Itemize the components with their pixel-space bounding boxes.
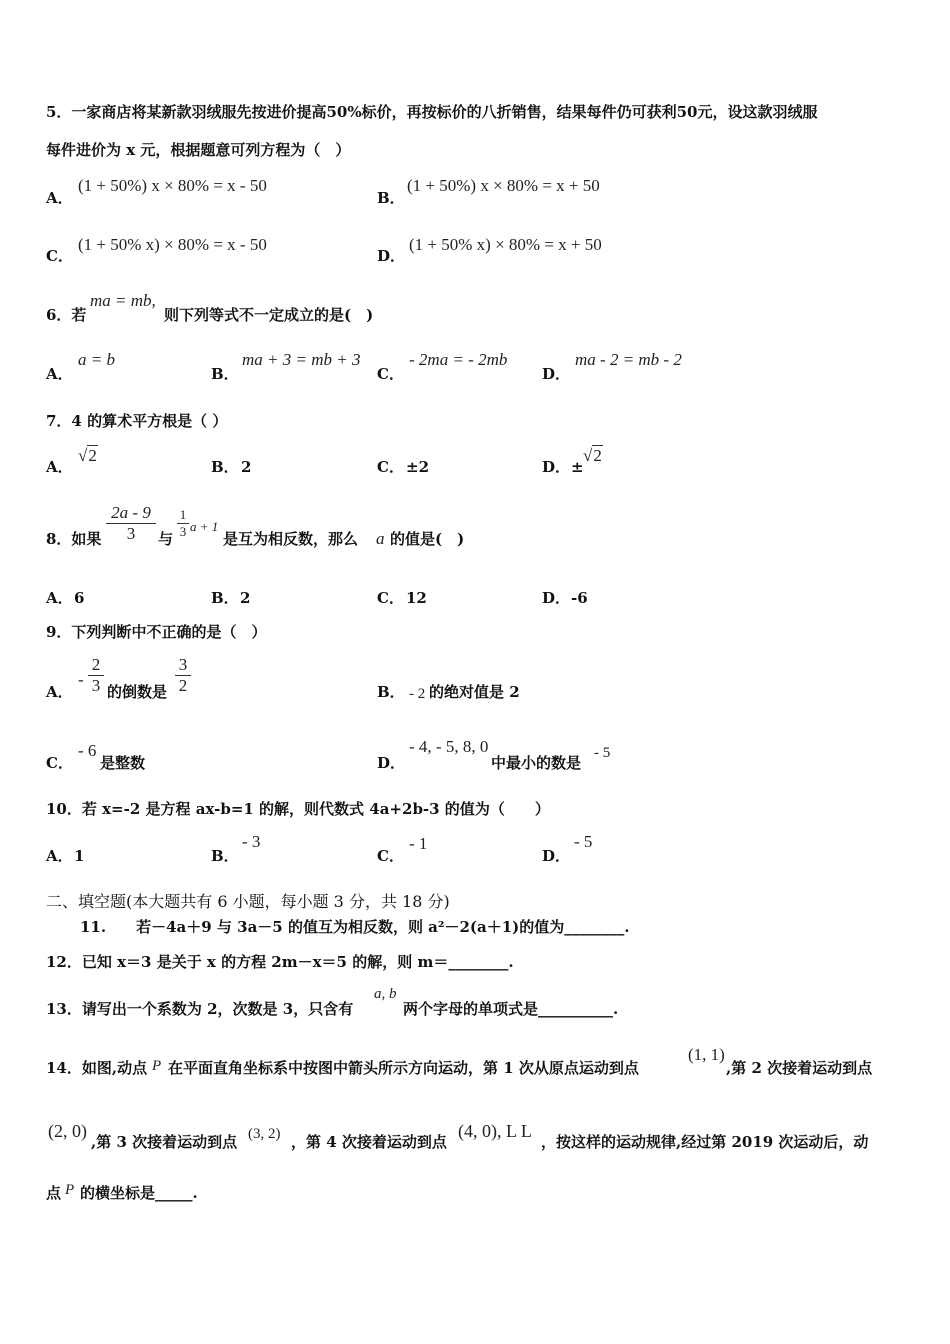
- q14-line3-prefix: 点: [46, 1184, 62, 1202]
- q7-option-d-sqrt: √2: [583, 446, 602, 465]
- q7-option-a-sqrt: √2: [78, 446, 97, 465]
- q14-point-p-2: P: [65, 1182, 75, 1198]
- q14-ellipsis: L L: [506, 1121, 532, 1141]
- q5-stem-line2: 每件进价为 x 元，根据题意可列方程为（ ）: [46, 141, 351, 159]
- q7-option-a-radicand: 2: [88, 446, 97, 465]
- q6-option-c-label: C．: [377, 365, 404, 383]
- q10-option-c-label: C．: [377, 847, 404, 865]
- q7-option-d-label: D．: [542, 458, 571, 476]
- q6-option-a-label: A．: [46, 365, 73, 383]
- q7-stem: 7．4 的算术平方根是（ ）: [46, 412, 228, 430]
- q12-text: 12．已知 x＝3 是关于 x 的方程 2m－x＝5 的解，则 m＝________.: [46, 953, 514, 971]
- q6-prefix: 6．若: [46, 306, 87, 324]
- q8-fraction-2-tail: a + 1: [190, 519, 219, 534]
- q8-prefix: 8．如果: [46, 530, 102, 548]
- q9-option-d-expr: - 4, - 5, 8, 0: [409, 737, 489, 756]
- q14-line1-mid: 在平面直角坐标系中按图中箭头所示方向运动，第 1 次从原点运动到点: [168, 1059, 639, 1077]
- q9-option-a-numerator-1: 2: [91, 655, 101, 674]
- q11-text: 11. 若－4a＋9 与 3a－5 的值互为相反数，则 a²－2(a＋1)的值为________.: [80, 918, 630, 936]
- q10-option-a-text: 1: [74, 847, 85, 865]
- q8-var: a: [376, 529, 385, 548]
- q9-option-c-text: 是整数: [100, 754, 146, 772]
- q9-option-b-expr: - 2: [409, 686, 426, 702]
- q7-option-d-prefix: ±: [571, 458, 584, 476]
- q8-fraction-1-denominator: 3: [126, 524, 136, 543]
- q8-fraction-1: [106, 504, 156, 543]
- q10-option-b-expr: - 3: [242, 832, 261, 851]
- q9-option-a-numerator-2: 3: [178, 655, 188, 674]
- q9-option-c-label: C．: [46, 754, 73, 772]
- q9-option-d-expr2: - 5: [594, 745, 611, 761]
- q14-line1-suffix: ,第 2 次接着运动到点: [726, 1059, 873, 1077]
- q5-option-d-label: D．: [377, 247, 406, 265]
- q5-option-d-formula: (1 + 50% x) × 80% = x + 50: [409, 235, 602, 254]
- q13-prefix: 13．请写出一个系数为 2，次数是 3，只含有: [46, 1000, 354, 1018]
- q6-option-c-formula: - 2ma = - 2mb: [409, 350, 508, 369]
- q9-option-a-fraction-1: [88, 656, 104, 695]
- q6-condition: ma = mb,: [90, 291, 156, 310]
- q9-option-a-mid: 的倒数是: [107, 683, 168, 701]
- q5-option-c-label: C．: [46, 247, 73, 265]
- q9-option-d-text: 中最小的数是: [491, 754, 582, 772]
- q14-point-2: (2, 0): [48, 1121, 87, 1141]
- q14-point-4: (4, 0),: [458, 1121, 502, 1141]
- q14-point-3: (3, 2): [248, 1126, 281, 1142]
- q9-option-b-text: 的绝对值是 2: [429, 683, 520, 701]
- q8-option-b-text: 2: [240, 589, 251, 607]
- q8-fraction-2-numerator: 1: [179, 507, 187, 522]
- q14-line2-c: ，按这样的运动规律,经过第 2019 次运动后，动: [541, 1133, 869, 1151]
- q13-vars: a, b: [374, 986, 397, 1002]
- q10-option-b-label: B．: [211, 847, 239, 865]
- q8-fraction-2: [177, 508, 189, 539]
- q5-option-a-formula: (1 + 50%) x × 80% = x - 50: [78, 176, 267, 195]
- q8-option-a-text: 6: [74, 589, 85, 607]
- q6-option-a-formula: a = b: [78, 350, 115, 369]
- q7-option-c-label: C．: [377, 458, 404, 476]
- q10-stem: 10．若 x=-2 是方程 ax-b=1 的解，则代数式 4a+2b-3 的值为（ ）: [46, 800, 550, 818]
- q7-option-a-label: A．: [46, 458, 73, 476]
- q7-option-c-text: ±2: [406, 458, 430, 476]
- q13-suffix: 两个字母的单项式是__________.: [403, 1000, 619, 1018]
- q14-line2-a: ,第 3 次接着运动到点: [91, 1133, 238, 1151]
- q7-option-d-radicand: 2: [593, 446, 602, 465]
- q10-option-c-expr: - 1: [409, 834, 428, 853]
- q8-option-c-label: C．: [377, 589, 404, 607]
- q5-option-c-formula: (1 + 50% x) × 80% = x - 50: [78, 235, 267, 254]
- q5-option-b-label: B．: [377, 189, 405, 207]
- q8-option-d-text: -6: [571, 589, 588, 607]
- q9-option-a-sign: -: [78, 670, 84, 689]
- q8-option-b-label: B．: [211, 589, 239, 607]
- q14-point-1: (1, 1): [688, 1045, 725, 1064]
- q14-line1-prefix: 14．如图,动点: [46, 1059, 148, 1077]
- q14-line2-b: ，第 4 次接着运动到点: [291, 1133, 447, 1151]
- q7-option-b-text: 2: [241, 458, 252, 476]
- q8-fraction-1-numerator: 2a - 9: [111, 503, 151, 522]
- q14-line3-suffix: 的横坐标是_____.: [80, 1184, 198, 1202]
- q7-option-b-label: B．: [211, 458, 239, 476]
- section-2-title: 二、填空题(本大题共有 6 小题，每小题 3 分，共 18 分): [46, 892, 450, 911]
- q6-option-d-label: D．: [542, 365, 571, 383]
- q8-option-a-label: A．: [46, 589, 73, 607]
- q5-option-b-formula: (1 + 50%) x × 80% = x + 50: [407, 176, 600, 195]
- q10-option-d-expr: - 5: [574, 832, 593, 851]
- q6-option-d-formula: ma - 2 = mb - 2: [575, 350, 682, 369]
- q9-option-d-label: D．: [377, 754, 406, 772]
- q9-stem: 9．下列判断中不正确的是（ ）: [46, 623, 267, 641]
- q10-option-d-label: D．: [542, 847, 571, 865]
- q8-suffix2: 的值是( ): [390, 530, 465, 548]
- q8-option-c-text: 12: [406, 589, 427, 607]
- q14-point-p-1: P: [152, 1058, 162, 1074]
- q8-mid: 与: [158, 530, 174, 548]
- q9-option-a-fraction-2: [175, 656, 191, 695]
- q9-option-a-denominator-1: 3: [91, 676, 101, 695]
- q9-option-c-expr: - 6: [78, 741, 97, 760]
- q5-option-a-label: A．: [46, 189, 73, 207]
- q6-option-b-label: B．: [211, 365, 239, 383]
- q8-fraction-2-denominator: 3: [179, 524, 187, 539]
- q6-suffix: 则下列等式不一定成立的是( ): [164, 306, 374, 324]
- q9-option-b-label: B．: [377, 683, 405, 701]
- q10-option-a-label: A．: [46, 847, 73, 865]
- q6-option-b-formula: ma + 3 = mb + 3: [242, 350, 361, 369]
- q8-suffix1: 是互为相反数，那么: [223, 530, 359, 548]
- q8-option-d-label: D．: [542, 589, 571, 607]
- q9-option-a-denominator-2: 2: [178, 676, 188, 695]
- q9-option-a-label: A．: [46, 683, 73, 701]
- q5-stem-line1: 5．一家商店将某新款羽绒服先按进价提高50%标价，再按标价的八折销售，结果每件仍可获利50元，设这款羽绒服: [46, 103, 818, 121]
